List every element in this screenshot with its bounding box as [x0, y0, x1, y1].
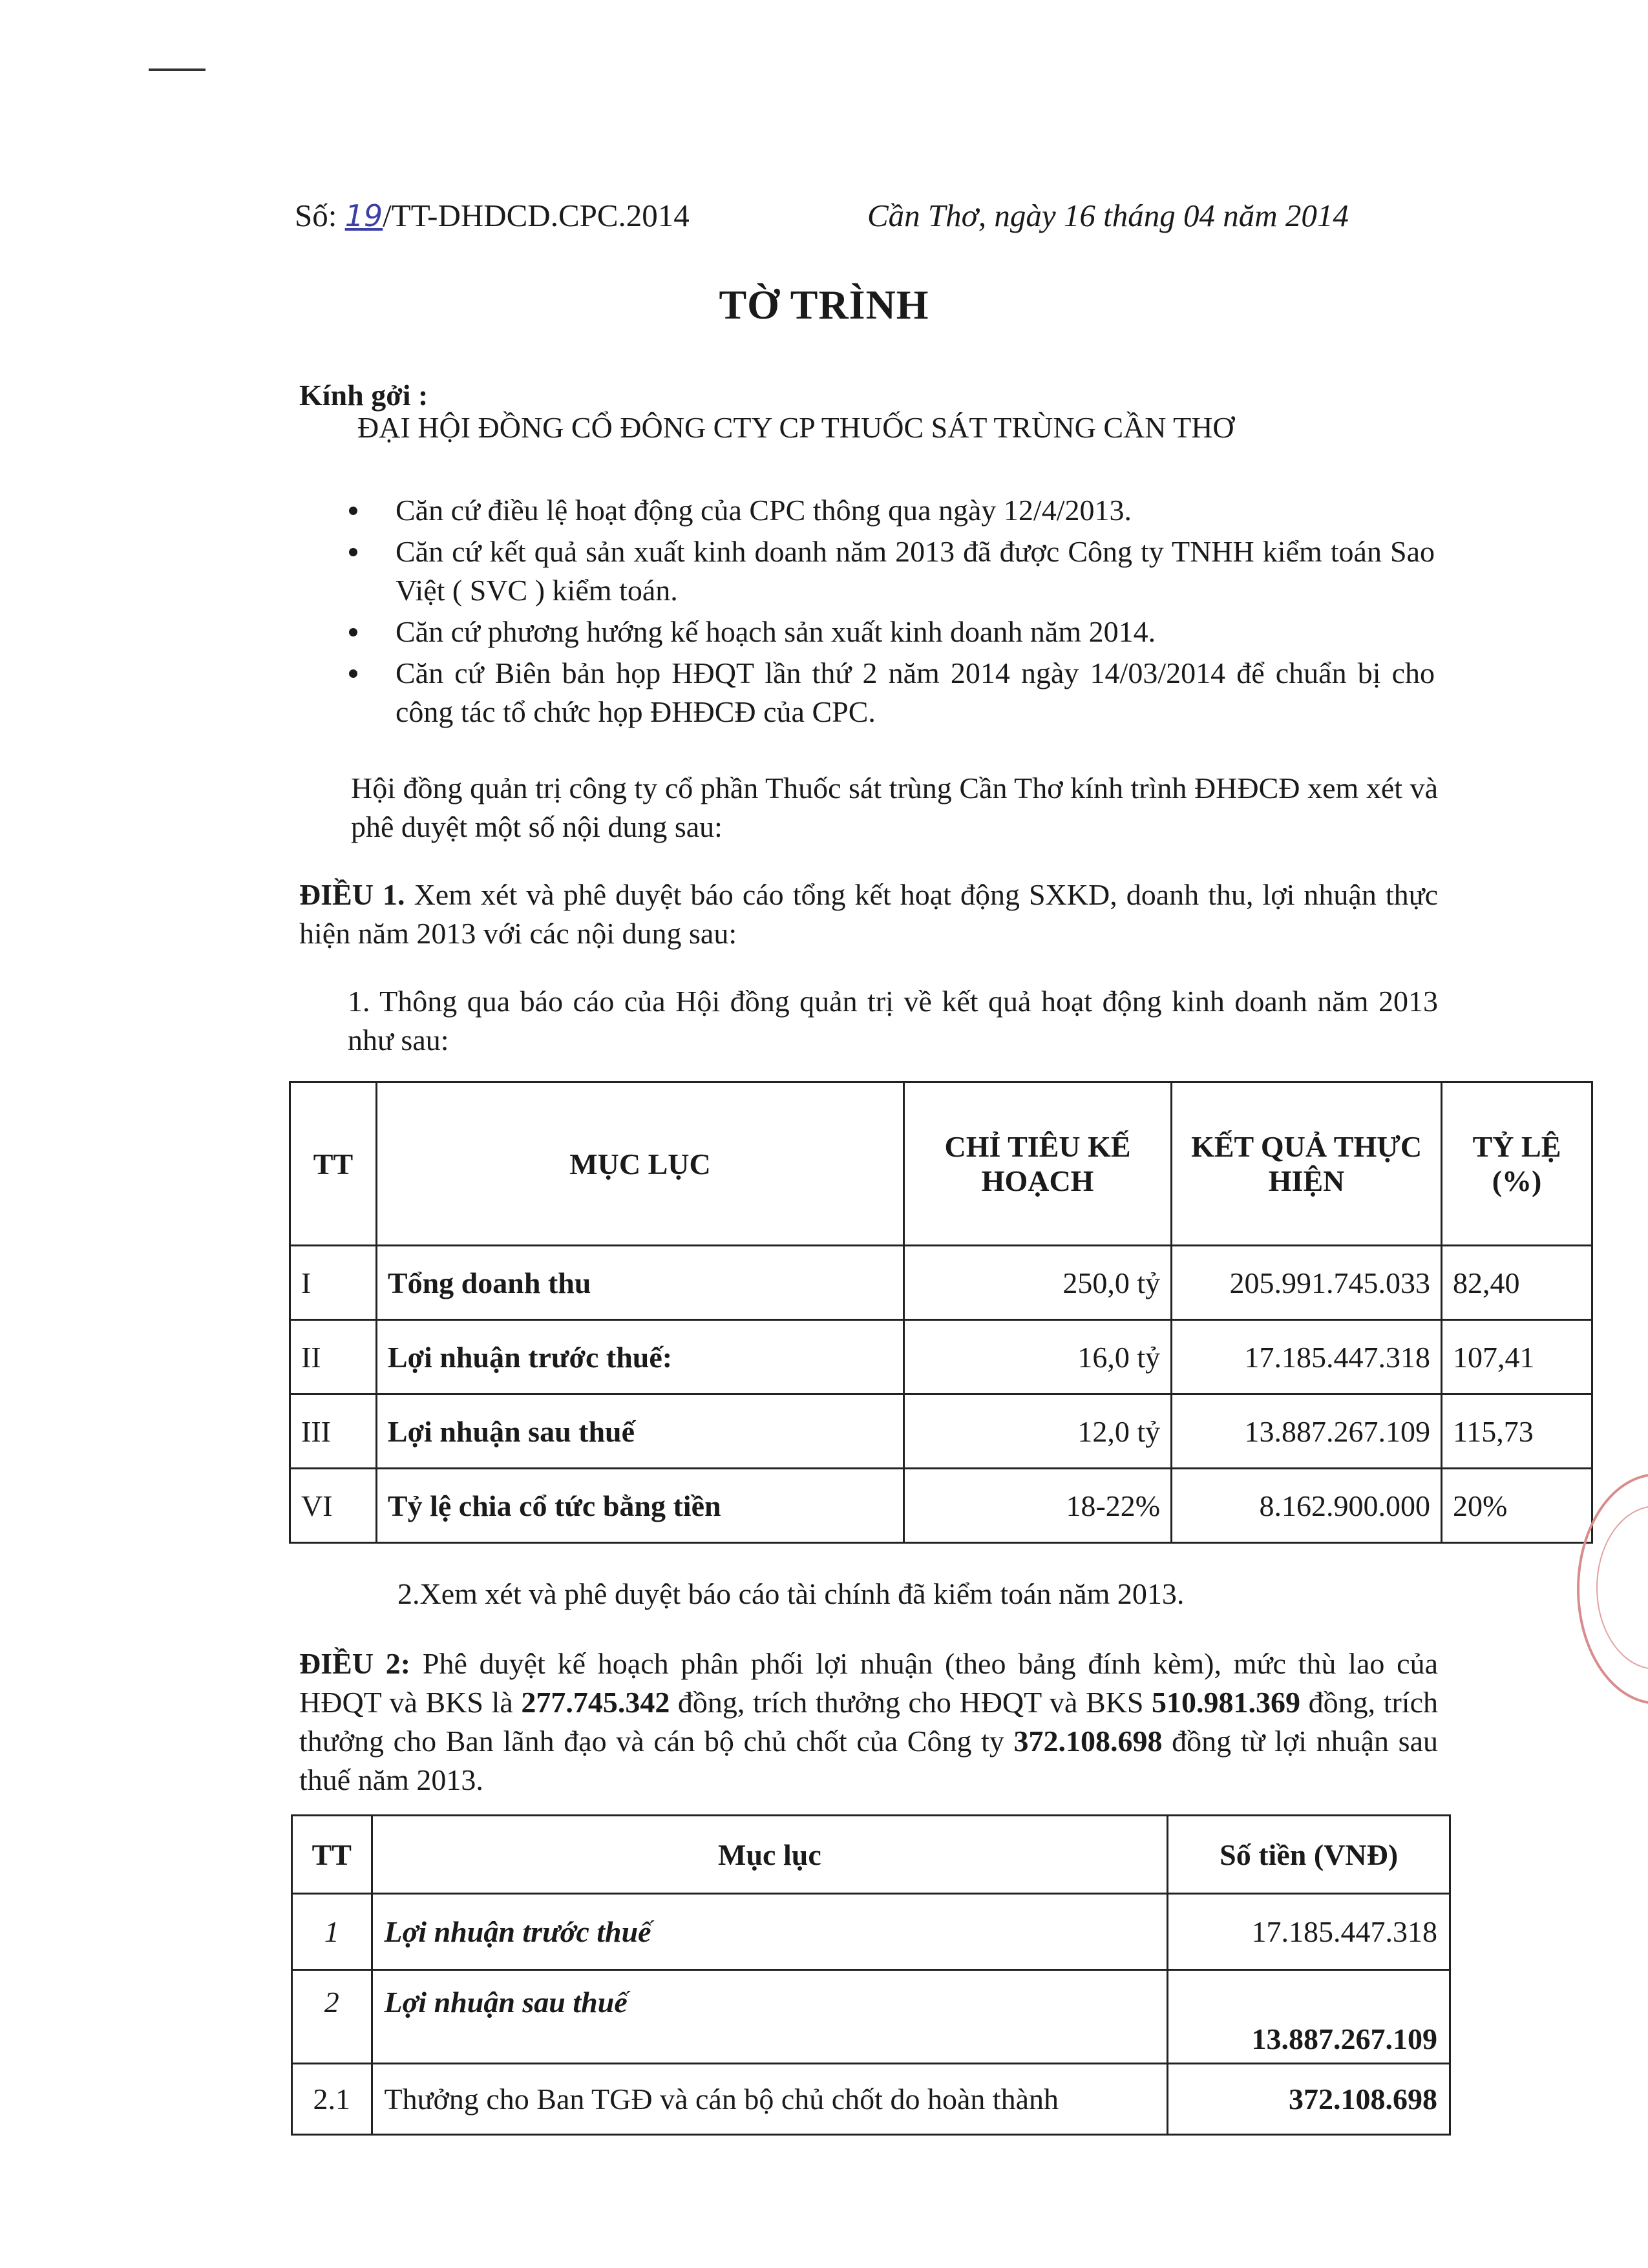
business-results-table: [289, 1081, 1593, 1544]
article-1-label: ĐIỀU 1.: [299, 878, 405, 911]
legal-basis-list: [336, 491, 1435, 734]
intro-paragraph: Hội đồng quản trị công ty cổ phần Thuốc sát trùng Cần Thơ kính trình ĐHĐCĐ xem xét và phê duyệt một số nội dung sau:: [351, 772, 1438, 843]
table-row: II Lợi nhuận trước thuế: 16,0 tỷ 17.185.447.318 107,41: [290, 1320, 1592, 1394]
article-2-label: ĐIỀU 2:: [299, 1647, 411, 1680]
table-row: 1 Lợi nhuận trước thuế 17.185.447.318: [292, 1894, 1450, 1970]
table-header-row: TT Mục lục Số tiền (VNĐ): [292, 1816, 1450, 1894]
article-1-item-2: 2.Xem xét và phê duyệt báo cáo tài chính đã kiểm toán năm 2013.: [397, 1577, 1185, 1610]
table-row: 2.1 Thưởng cho Ban TGĐ và cán bộ chủ chốt do hoàn thành 372.108.698: [292, 2064, 1450, 2135]
table-row: 2 Lợi nhuận sau thuế 13.887.267.109: [292, 1970, 1450, 2064]
profit-distribution-table: [291, 1814, 1451, 2136]
handwritten-number: 19: [344, 198, 383, 233]
bullet-icon: [349, 628, 357, 636]
article-2: ĐIỀU 2: Phê duyệt kế hoạch phân phối lợi nhuận (theo bảng đính kèm), mức thù lao của HĐQT và BKS là 277.745.342 đồng, trích thưởng cho HĐQT và BKS 510.981.369 đồng, trích thưởng cho Ban lãnh đạo và cán bộ chủ chốt của Công ty 372.108.698 đồng từ lợi nhuận sau thuế năm 2013.: [299, 1647, 1438, 1796]
list-item: Căn cứ Biên bản họp HĐQT lần thứ 2 năm 2014 ngày 14/03/2014 để chuẩn bị cho công tác tổ chức họp ĐHĐCĐ của CPC.: [336, 654, 1435, 731]
table-row: I Tổng doanh thu 250,0 tỷ 205.991.745.033 82,40: [290, 1246, 1592, 1320]
recipient-label: Kính gởi :: [299, 379, 428, 412]
table-header-row: TT MỤC LỤC CHỈ TIÊU KẾ HOẠCH KẾT QUẢ THỰC HIỆN TỶ LỆ (%): [290, 1082, 1592, 1246]
place-date: Cần Thơ, ngày 16 tháng 04 năm 2014: [867, 198, 1349, 233]
document-number: Số: 19/TT-DHDCD.CPC.2014: [295, 198, 690, 233]
recipient-name: ĐẠI HỘI ĐỒNG CỔ ĐÔNG CTY CP THUỐC SÁT TRÙNG CẦN THƠ: [357, 411, 1234, 444]
list-item: Căn cứ kết quả sản xuất kinh doanh năm 2013 đã được Công ty TNHH kiểm toán Sao Việt ( SVC ) kiểm toán.: [336, 532, 1435, 610]
scan-mark: [149, 68, 206, 71]
bullet-icon: [349, 507, 357, 515]
document-title: TỜ TRÌNH: [719, 282, 929, 328]
bullet-icon: [349, 669, 357, 678]
list-item: Căn cứ điều lệ hoạt động của CPC thông qua ngày 12/4/2013.: [336, 491, 1435, 530]
table-row: III Lợi nhuận sau thuế 12,0 tỷ 13.887.267.109 115,73: [290, 1394, 1592, 1469]
article-1: ĐIỀU 1. Xem xét và phê duyệt báo cáo tổng kết hoạt động SXKD, doanh thu, lợi nhuận thực hiện năm 2013 với các nội dung sau:: [299, 878, 1438, 950]
bullet-icon: [349, 548, 357, 556]
table-row: VI Tỷ lệ chia cổ tức bằng tiền 18-22% 8.162.900.000 20%: [290, 1469, 1592, 1543]
article-1-item-1: 1. Thông qua báo cáo của Hội đồng quản trị về kết quả hoạt động kinh doanh năm 2013 như sau:: [348, 985, 1438, 1056]
list-item: Căn cứ phương hướng kế hoạch sản xuất kinh doanh năm 2014.: [336, 613, 1435, 651]
